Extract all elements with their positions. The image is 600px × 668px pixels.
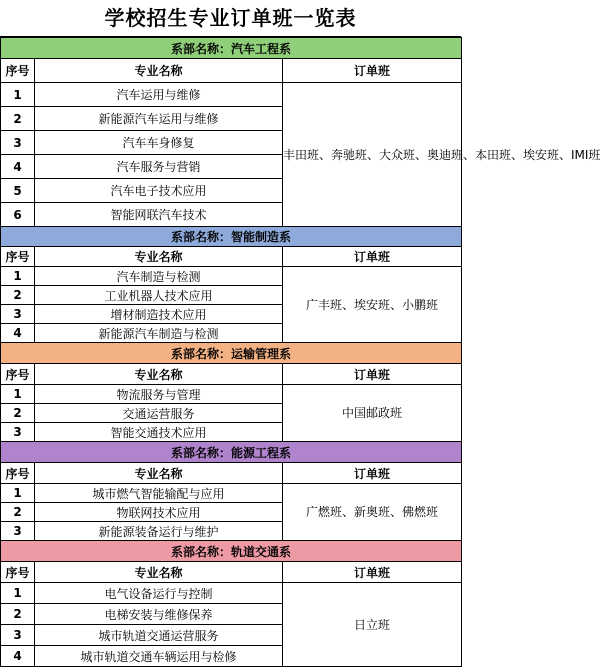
major-cell: 新能源汽车制造与检测 [35,324,283,343]
header-major: 专业名称 [35,463,283,484]
seq-cell: 2 [1,404,35,423]
table-row [1,267,462,286]
order-class-cell: 中国邮政班 [283,385,462,442]
seq-cell: 6 [1,203,35,227]
major-cell: 智能交通技术应用 [35,423,283,442]
seq-cell: 2 [1,286,35,305]
major-cell: 电气设备运行与控制 [35,583,283,604]
major-cell: 城市燃气智能输配与应用 [35,484,283,503]
major-cell: 汽车制造与检测 [35,267,283,286]
header-order: 订单班 [283,463,462,484]
order-class-cell: 丰田班、奔驰班、大众班、奥迪班、本田班、埃安班、IMI班 [283,83,462,227]
section-label: 系部名称：运输管理系 [1,343,462,364]
header-row [1,463,462,484]
section-row [1,541,462,562]
header-major: 专业名称 [35,247,283,267]
header-seq: 序号 [1,463,35,484]
major-cell: 汽车电子技术应用 [35,179,283,203]
seq-cell: 2 [1,107,35,131]
seq-cell: 3 [1,423,35,442]
major-cell: 新能源装备运行与维护 [35,522,283,541]
seq-cell: 4 [1,324,35,343]
table-row [1,583,462,604]
order-class-cell: 日立班 [283,583,462,667]
header-major: 专业名称 [35,364,283,385]
major-cell: 物联网技术应用 [35,503,283,522]
section-label: 系部名称：能源工程系 [1,442,462,463]
seq-cell: 1 [1,267,35,286]
section-row [1,343,462,364]
seq-cell: 3 [1,305,35,324]
major-cell: 电梯安装与维修保养 [35,604,283,625]
seq-cell: 1 [1,83,35,107]
seq-cell: 1 [1,583,35,604]
header-row [1,59,462,83]
header-row [1,364,462,385]
seq-cell: 1 [1,484,35,503]
major-cell: 汽车服务与营销 [35,155,283,179]
major-cell: 汽车车身修复 [35,131,283,155]
seq-cell: 3 [1,131,35,155]
section-label: 系部名称：汽车工程系 [1,38,462,59]
major-cell: 城市轨道交通车辆运用与检修 [35,646,283,667]
seq-cell: 4 [1,155,35,179]
header-order: 订单班 [283,562,462,583]
header-seq: 序号 [1,364,35,385]
major-cell: 城市轨道交通运营服务 [35,625,283,646]
major-cell: 工业机器人技术应用 [35,286,283,305]
header-major: 专业名称 [35,562,283,583]
major-cell: 增材制造技术应用 [35,305,283,324]
header-order: 订单班 [283,364,462,385]
seq-cell: 1 [1,385,35,404]
seq-cell: 5 [1,179,35,203]
table-row [1,83,462,107]
seq-cell: 2 [1,503,35,522]
major-cell: 汽车运用与维修 [35,83,283,107]
major-cell: 物流服务与管理 [35,385,283,404]
major-cell: 交通运营服务 [35,404,283,423]
section-row [1,442,462,463]
header-seq: 序号 [1,247,35,267]
order-class-cell: 广燃班、新奥班、佛燃班 [283,484,462,541]
header-row [1,562,462,583]
major-cell: 新能源汽车运用与维修 [35,107,283,131]
header-row [1,247,462,267]
table-row [1,484,462,503]
section-row [1,38,462,59]
header-order: 订单班 [283,247,462,267]
document-title: 学校招生专业订单班一览表 [0,0,461,37]
seq-cell: 3 [1,522,35,541]
seq-cell: 3 [1,625,35,646]
table-row [1,385,462,404]
order-class-table [0,37,600,667]
section-label: 系部名称：轨道交通系 [1,541,462,562]
section-row [1,227,462,247]
header-seq: 序号 [1,562,35,583]
seq-cell: 2 [1,604,35,625]
header-order: 订单班 [283,59,462,83]
section-label: 系部名称：智能制造系 [1,227,462,247]
header-seq: 序号 [1,59,35,83]
header-major: 专业名称 [35,59,283,83]
major-cell: 智能网联汽车技术 [35,203,283,227]
order-class-cell: 广丰班、埃安班、小鹏班 [283,267,462,343]
seq-cell: 4 [1,646,35,667]
